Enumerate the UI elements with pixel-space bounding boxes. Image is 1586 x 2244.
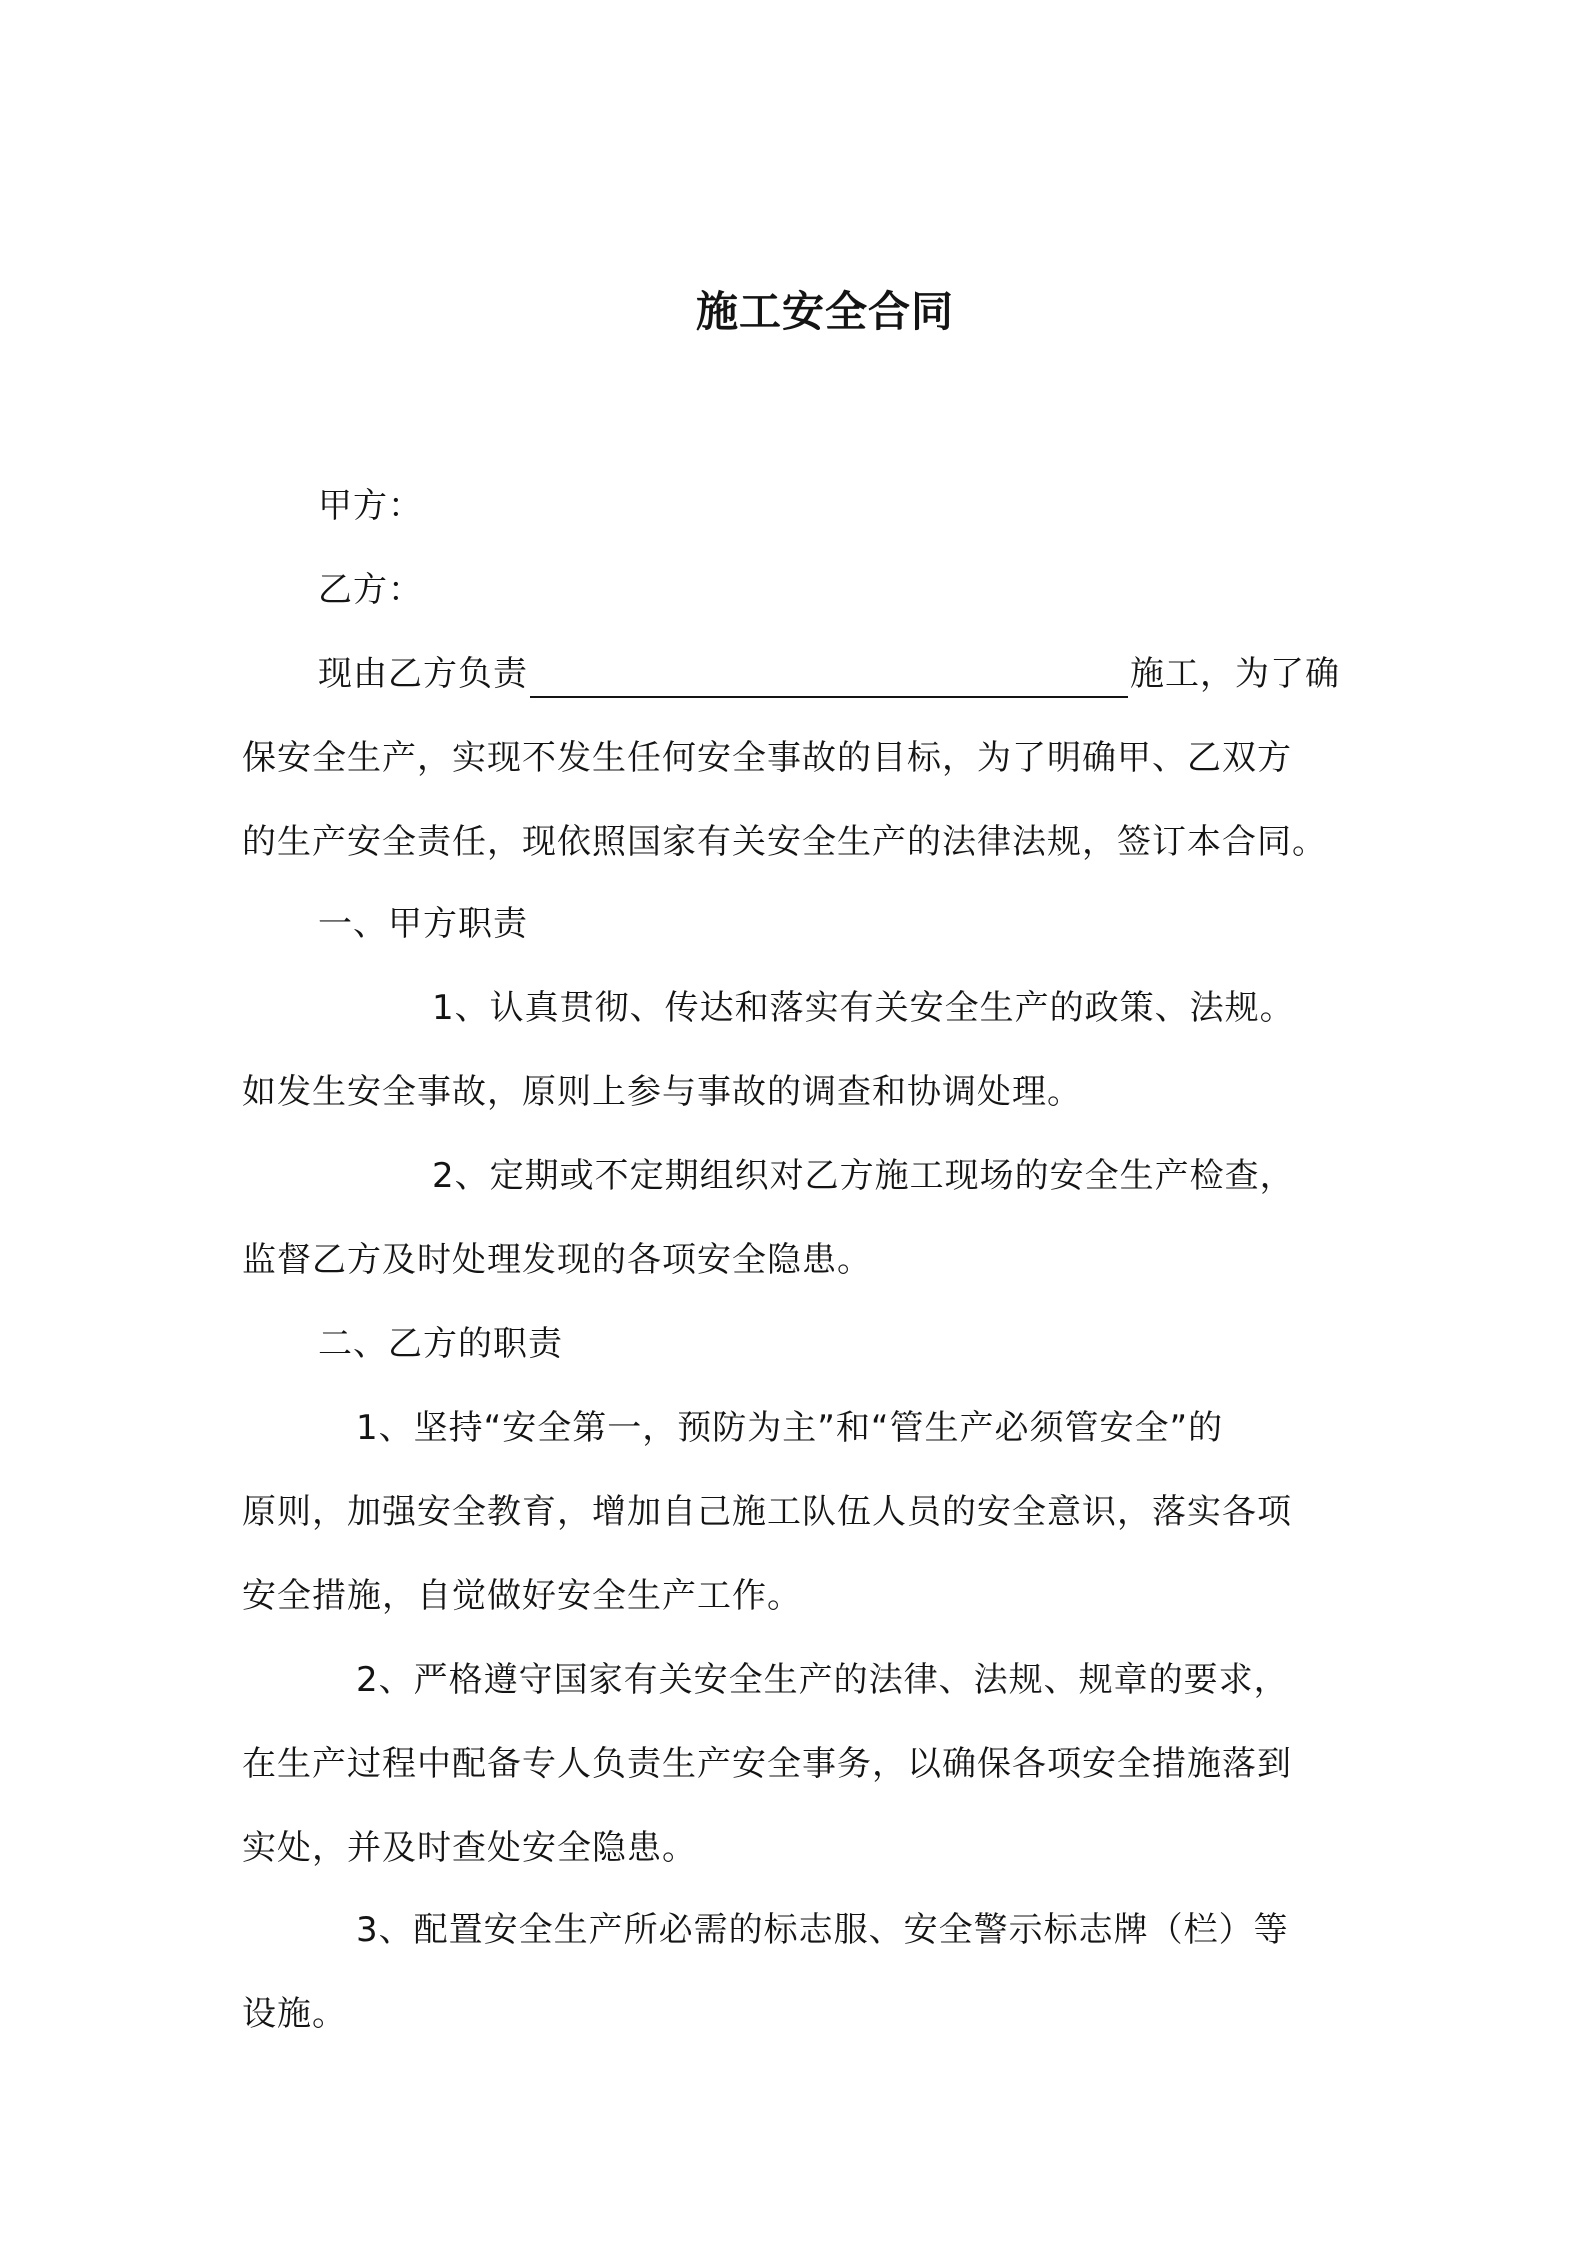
- party-a-label: 甲方：: [318, 486, 423, 526]
- intro-line-3: 的生产安全责任，现依照国家有关安全生产的法律法规，签订本合同。: [242, 822, 1327, 862]
- section-a-item2-line2: 监督乙方及时处理发现的各项安全隐患。: [242, 1240, 872, 1280]
- document-title: 施工安全合同: [695, 287, 954, 336]
- project-name-blank: [530, 660, 1128, 698]
- section-b-item2-line2: 在生产过程中配备专人负责生产安全事务，以确保各项安全措施落到: [242, 1744, 1292, 1784]
- section-a-item1-line1: 1、认真贯彻、传达和落实有关安全生产的政策、法规。: [432, 988, 1295, 1028]
- section-b-item3-line1: 3、配置安全生产所必需的标志服、安全警示标志牌（栏）等: [356, 1910, 1289, 1950]
- intro-text-after-blank: 施工，为了确: [1130, 654, 1340, 694]
- section-b-item1-line2: 原则，加强安全教育，增加自己施工队伍人员的安全意识，落实各项: [242, 1492, 1292, 1532]
- section-b-heading: 二、乙方的职责: [318, 1324, 563, 1364]
- party-b-label: 乙方：: [318, 570, 423, 610]
- section-b-item3-line2: 设施。: [242, 1994, 347, 2034]
- section-b-item2-line3: 实处，并及时查处安全隐患。: [242, 1828, 697, 1868]
- section-a-heading: 一、甲方职责: [318, 904, 528, 944]
- intro-text-before-blank: 现由乙方负责: [318, 654, 528, 694]
- section-b-item1-line3: 安全措施，自觉做好安全生产工作。: [242, 1576, 802, 1616]
- section-a-item2-line1: 2、定期或不定期组织对乙方施工现场的安全生产检查，: [432, 1156, 1295, 1196]
- section-b-item2-line1: 2、严格遵守国家有关安全生产的法律、法规、规章的要求，: [356, 1660, 1289, 1700]
- intro-line-2: 保安全生产，实现不发生任何安全事故的目标，为了明确甲、乙双方: [242, 738, 1292, 778]
- section-b-item1-line1: 1、坚持“安全第一，预防为主”和“管生产必须管安全”的: [356, 1408, 1224, 1448]
- section-a-item1-line2: 如发生安全事故，原则上参与事故的调查和协调处理。: [242, 1072, 1082, 1112]
- intro-line-1: [318, 650, 1340, 698]
